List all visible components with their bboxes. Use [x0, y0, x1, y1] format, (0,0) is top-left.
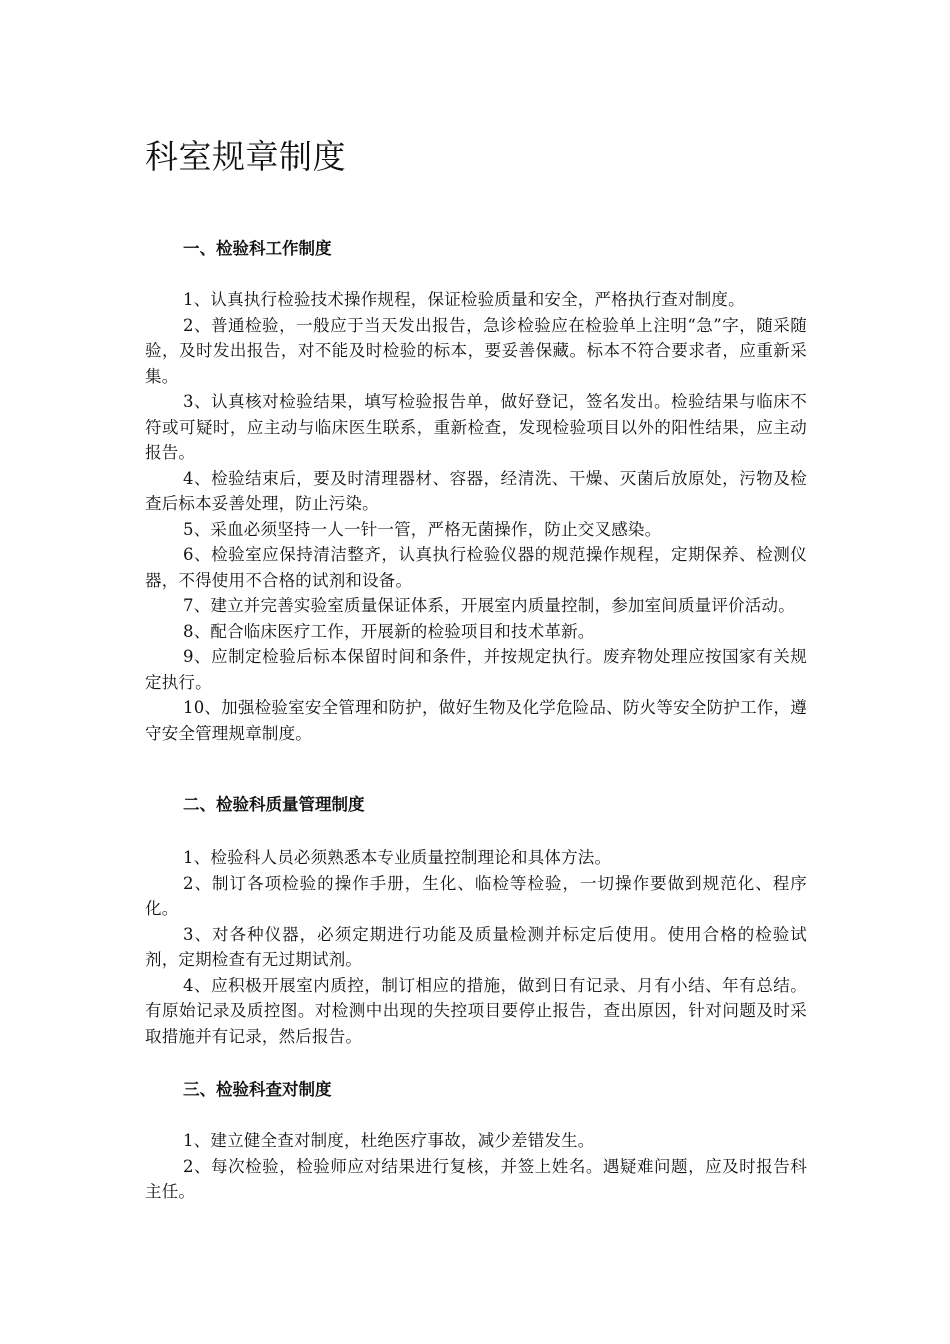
paragraph: 8、配合临床医疗工作，开展新的检验项目和技术革新。: [183, 621, 595, 641]
section-heading-lab-work-rules: 一、检验科工作制度: [183, 239, 332, 258]
paragraph: 3、对各种仪器，必须定期进行功能及质量检测并标定后使用。使用合格的检验试剂，定期检查有无过期试剂。: [145, 924, 807, 969]
paragraph: 1、建立健全查对制度，杜绝医疗事故，减少差错发生。: [183, 1131, 595, 1150]
paragraph: 6、检验室应保持清洁整齐，认真执行检验仪器的规范操作规程，定期保养、检测仪器，不得使用不合格的试剂和设备。: [145, 545, 807, 590]
section-heading-quality-management: 二、检验科质量管理制度: [183, 795, 365, 814]
paragraph: 5、采血必须坚持一人一针一管，严格无菌操作，防止交叉感染。: [183, 519, 662, 539]
paragraph: 2、制订各项检验的操作手册，生化、临检等检验，一切操作要做到规范化、程序化。: [145, 873, 807, 918]
paragraph: 2、每次检验，检验师应对结果进行复核，并签上姓名。遇疑难问题，应及时报告科主任。: [145, 1156, 807, 1201]
document-title: 科室规章制度: [145, 137, 346, 176]
section-body-quality-management: [145, 845, 807, 1049]
paragraph: 2、普通检验，一般应于当天发出报告，急诊检验应在检验单上注明“急”字，随采随验，及时发出报告，对不能及时检验的标本，要妥善保藏。标本不符合要求者，应重新采集。: [145, 315, 807, 386]
paragraph: 1、检验科人员必须熟悉本专业质量控制理论和具体方法。: [183, 848, 612, 867]
section-heading-verification-rules: 三、检验科查对制度: [183, 1080, 332, 1099]
paragraph: 4、检验结束后，要及时清理器材、容器，经清洗、干燥、灭菌后放原处，污物及检查后标本妥善处理，防止污染。: [145, 468, 807, 513]
section-body-verification-rules: [145, 1128, 807, 1205]
section-body-lab-work-rules: [145, 287, 807, 746]
paragraph: 1、认真执行检验技术操作规程，保证检验质量和安全，严格执行查对制度。: [183, 290, 745, 309]
paragraph: 7、建立并完善实验室质量保证体系，开展室内质量控制，参加室间质量评价活动。: [183, 596, 795, 615]
paragraph: 9、应制定检验后标本保留时间和条件，并按规定执行。废弃物处理应按国家有关规定执行。: [145, 647, 807, 692]
paragraph: 4、应积极开展室内质控，制订相应的措施，做到日有记录、月有小结、年有总结。有原始记录及质控图。对检测中出现的失控项目要停止报告，查出原因，针对问题及时采取措施并有记录，然后报告。: [145, 975, 807, 1046]
paragraph: 3、认真核对检验结果，填写检验报告单，做好登记，签名发出。检验结果与临床不符或可疑时，应主动与临床医生联系，重新检查，发现检验项目以外的阳性结果，应主动报告。: [145, 392, 807, 462]
paragraph: 10、加强检验室安全管理和防护，做好生物及化学危险品、防火等安全防护工作，遵守安全管理规章制度。: [145, 698, 807, 743]
